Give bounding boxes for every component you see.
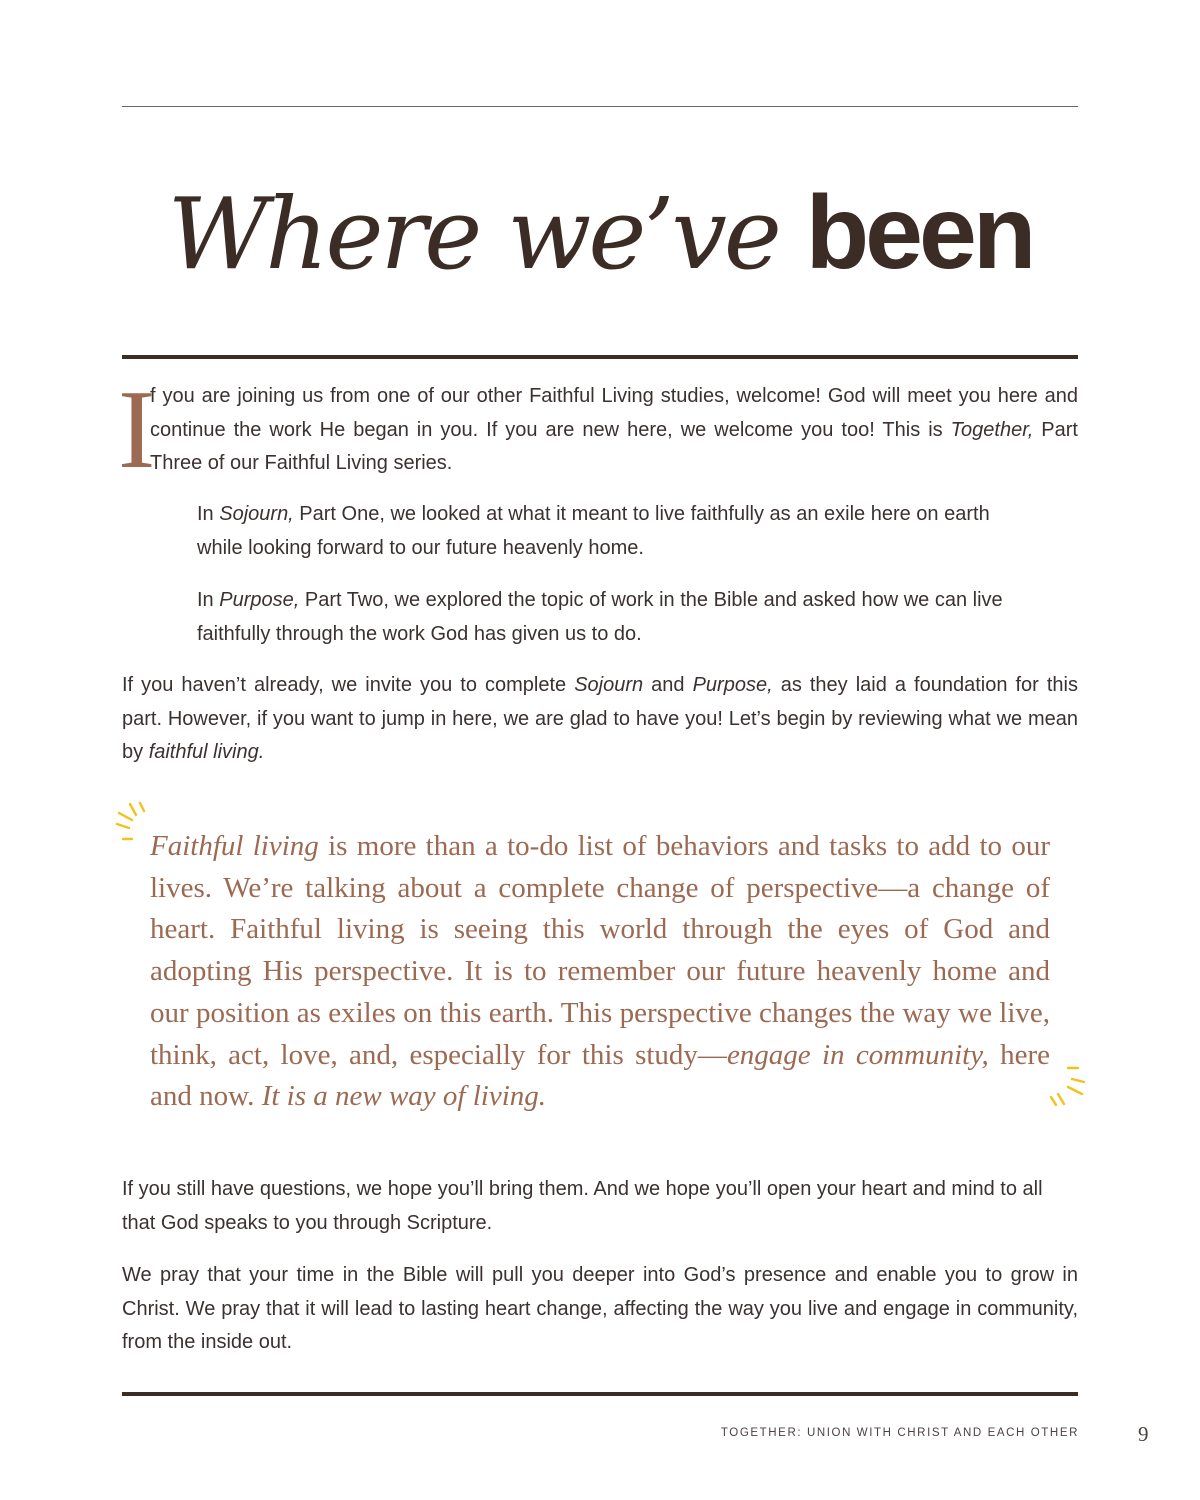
quote-italic-end: It is a new way of living. [261,1080,547,1113]
series-footer: TOGETHER: UNION WITH CHRIST AND EACH OTHER [720,1427,1079,1439]
purpose-italic: Purpose, [219,589,300,611]
page-number: 9 [1138,1422,1149,1446]
footer-divider [122,1392,1078,1396]
invite-text: If you haven’t already, we invite you to complete [122,674,575,696]
sojourn-text: In [197,503,220,525]
title-italic: Where we’ve [167,178,779,292]
title-bold: been [805,175,1033,291]
intro-text: f you are joining us from one of our other Faithful Living studies, welcome! God will meet you here and continue the work He began in you. If you are new here, we welcome you too! This is [150,385,1078,441]
quote-italic-community: engage in community, [726,1038,989,1071]
purpose-paragraph [197,584,1007,651]
intro-italic: Together, [950,418,1034,441]
quote-text-mid: here and now. [150,1038,1050,1113]
sojourn-text-end: Part One, we looked at what it meant to live faithfully as an exile here on earth while looking forward to our future heavenly home. [197,503,990,559]
sparkle-icon [1046,1064,1090,1108]
sojourn-paragraph [197,498,1007,565]
invite-italic-faithful: faithful living. [148,741,265,763]
drop-cap: I [118,368,156,492]
intro-paragraph [150,380,1078,481]
page-title [0,168,1200,300]
invite-italic-sojourn: Sojourn [574,674,644,696]
invite-text-mid: as they laid a foundation for this part. However, if you want to jump in here, we are glad to have you! Let’s begin by reviewing what we mean by [122,674,1078,763]
pull-quote [150,826,1050,1118]
invite-text-and: and [643,674,693,696]
quote-italic-lead: Faithful living [150,830,319,862]
purpose-text: In [197,589,220,611]
prayer-paragraph: We pray that your time in the Bible will pull you deeper into God’s presence and enable you to grow in Christ. We pray that it will lead to lasting heart change, affecting the way you live and engage in community, from the inside out. [122,1264,1078,1353]
sojourn-italic: Sojourn, [219,503,294,525]
quote-text: is more than a to-do list of behaviors and tasks to add to our lives. We’re talking about a complete change of perspective—a change of heart. Faithful living is seeing this world through the eyes of God and adopting His perspective. It is to remember our future heavenly home and our position as exiles on this earth. This perspective changes the way we live, think, act, love, and, especially for this study— [150,830,1050,1071]
intro-text-end: Part Three of our Faithful Living series. [150,418,1078,474]
invite-paragraph [122,669,1078,770]
purpose-text-end: Part Two, we explored the topic of work in the Bible and asked how we can live faithfully through the work God has given us to do. [197,589,1003,645]
questions-paragraph: If you still have questions, we hope you’ll bring them. And we hope you’ll open your heart and mind to all that God speaks to you through Scripture. [122,1178,1043,1234]
invite-italic-purpose: Purpose, [692,674,773,696]
header-divider [122,355,1078,359]
top-rule [122,106,1078,107]
